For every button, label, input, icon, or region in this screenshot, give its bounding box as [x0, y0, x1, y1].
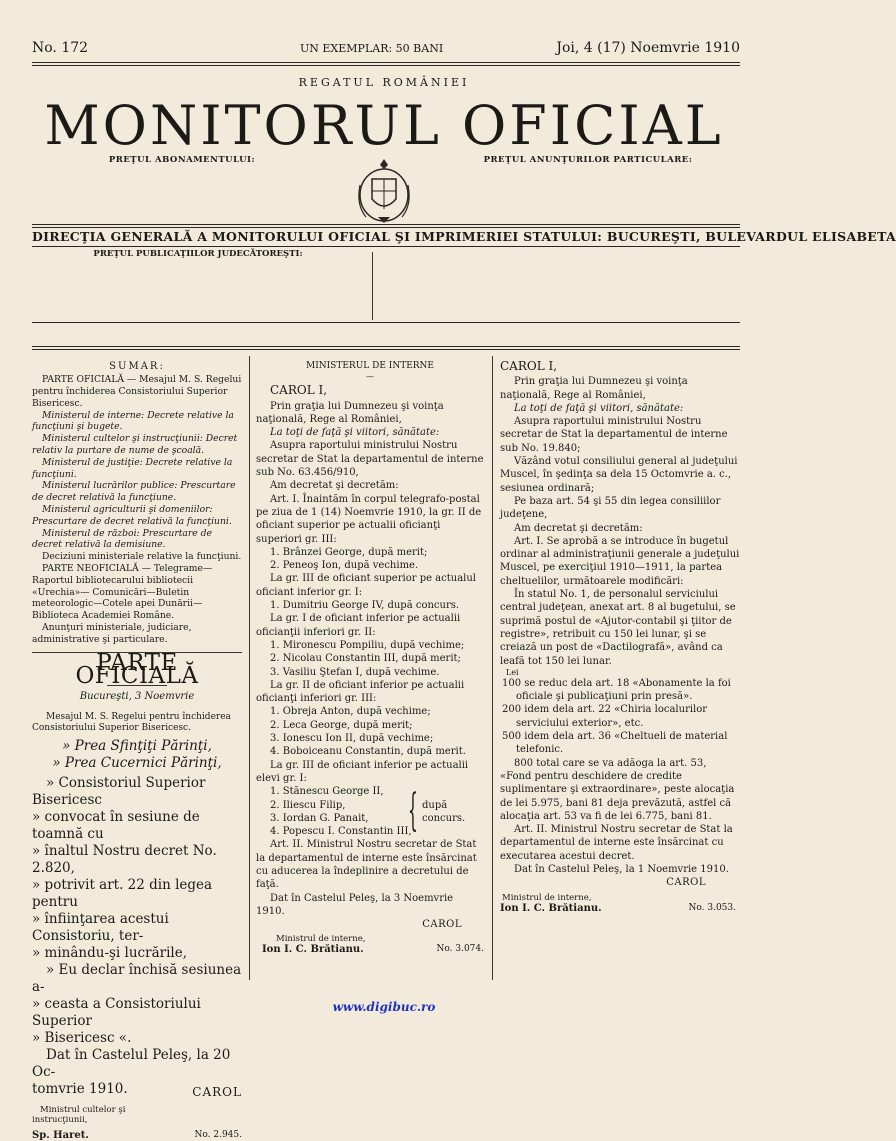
grade-paragraph: La gr. II de oficiant inferior pe actualii oficianţi inferiori gr. III: — [256, 679, 465, 705]
list-item: 4. Boboiceanu Constantin, după merit. — [270, 746, 466, 758]
directia-line: DIRECŢIA GENERALĂ A MONITORULUI OFICIAL ŞI IMPRIMERIEI STATULUI: BUCUREŞTI, BULEVARDUL ELISABETA — [32, 229, 896, 244]
decree-number: No. 2.945. — [194, 1129, 242, 1140]
column-1 — [32, 360, 242, 1141]
brace-icon: { — [408, 785, 418, 837]
carol-signature: CAROL — [666, 877, 706, 889]
message-line: » potrivit art. 22 din legea pentru — [32, 876, 213, 910]
ads-price-block — [436, 156, 740, 167]
lei-label: Lei — [506, 667, 519, 677]
judicial-publication-heading: PREŢUL PUBLICAŢIILOR JUDECĂTOREŞTI: — [93, 249, 303, 259]
sumar-item: Ministerul cultelor şi instrucţiunii: Decret relativ la purtare de nume de şcoală. — [32, 433, 238, 457]
sumar-title: SUMAR: — [109, 361, 165, 372]
message-line: » Consistoriul Superior Bisericesc — [32, 774, 206, 808]
subscription-price-block — [32, 156, 332, 167]
sumar-item: Ministerul lucrărilor publice: Prescurtare de decret relativă la funcţiune. — [32, 480, 236, 504]
dat-line: tomvrie 1910. — [32, 1080, 128, 1097]
issue-date: Joi, 4 (17) Noemvrie 1910 — [556, 40, 740, 56]
greeting: La toţi de faţă şi viitori, sănătate: — [270, 427, 440, 439]
salutation-1: » Prea Sfinţiţi Părinţi, — [62, 737, 212, 754]
list-item: 1. Dumitriu George IV, după concurs. — [270, 600, 460, 612]
message-line: » ceasta a Consistoriului Superior — [32, 995, 201, 1029]
greeting: La toţi de faţă şi viitori, sănătate: — [514, 402, 684, 414]
decree-formula: Am decretat şi decretăm: — [270, 480, 399, 492]
place-date: Bucureşti, 3 Noemvrie — [79, 691, 195, 703]
footer-url[interactable]: www.digibuc.ro — [332, 1000, 436, 1014]
sumar-item: Ministerul de justiţie: Decrete relative la funcţiuni. — [32, 456, 233, 480]
carol-signature: CAROL — [422, 919, 462, 931]
column-2 — [256, 360, 484, 955]
dupa-label: după — [422, 800, 448, 812]
list-item: 3. Vasiliu Ştefan I, după vechime. — [270, 666, 440, 678]
dat-line: Dat în Castelul Peleş, la 20 Oc- — [32, 1046, 231, 1080]
coat-of-arms-icon — [352, 155, 416, 225]
minister-block — [500, 893, 740, 914]
article-2: Art. II. Ministrul Nostru secretar de Stat la departamentul de interne este însărcinat cu aducerea la îndeplinire a decretului de faţă. — [256, 839, 477, 891]
directia-top-rule — [32, 224, 740, 228]
pe-baza-paragraph: Pe baza art. 54 şi 55 din legea consiliilor judeţene, — [500, 495, 721, 521]
list-item: 3. Iordan G. Panait, — [270, 812, 369, 824]
decree-formula: Am decretat şi decretăm: — [514, 522, 643, 534]
masthead-top-line — [32, 40, 740, 60]
list-item: 3. Ionescu Ion II, după vechime; — [270, 733, 434, 745]
subscription-price-heading: PREŢUL ABONAMENTULUI: — [108, 155, 256, 165]
message-line: » înaltul Nostru decret No. 2.820, — [32, 842, 217, 876]
carol-heading: CAROL I, — [500, 359, 558, 373]
grade-paragraph: La gr. III de oficiant inferior pe actualii elevi gr. I: — [256, 759, 469, 784]
dat-line: Dat în Castelul Peleş, la 1 Noemvrie 1910. — [514, 863, 729, 875]
issue-number: No. 172 — [32, 40, 89, 56]
modification-item: 100 se reduc dela art. 18 «Abonamente la foi oficiale şi publicaţiuni prin presă». — [502, 677, 731, 703]
message-line: » Bisericesc «. — [32, 1029, 132, 1046]
ministry-heading: MINISTERUL DE INTERNE — [305, 361, 434, 371]
grade-paragraph: La gr. I de oficiant inferior pe actualii oficianţii inferiori gr. II: — [256, 613, 461, 638]
sumar-item: PARTE NEOFICIALĂ — Telegrame— Raportul bibliotecarului bibliotecii «Urechia»— Comunicări—Buletin meteorologic—Cotele apei Dunării—Biblioteca Academiei Române. — [32, 563, 213, 622]
grace-formula: Prin graţia lui Dumnezeu şi voinţa naţională, Rege al României, — [500, 376, 688, 401]
list-item: 2. Iliescu Filip, — [270, 799, 346, 811]
dash-separator: — — [366, 372, 374, 382]
asupra-paragraph: Asupra raportului ministrului Nostru secretar de Stat la departamentul de interne sub No. 19.840; — [500, 416, 728, 454]
sumar-section — [32, 360, 242, 646]
message-line: » înfiinţarea acestui Consistoriu, ter- — [32, 910, 169, 944]
decree-number: No. 3.074. — [436, 944, 484, 955]
decree-number: No. 3.053. — [688, 902, 736, 913]
list-item: 1. Obreja Anton, după vechime; — [270, 706, 431, 718]
sumar-item: Deciziuni ministeriale relative la funcţiuni. — [42, 551, 242, 563]
newspaper-title: MONITORUL OFICIAL — [44, 94, 724, 157]
sumar-item: Ministerul de război: Prescurtare de decret relativă la demisiune. — [32, 527, 212, 551]
directia-bottom-rule — [32, 246, 740, 247]
minister-title: Ministrul de interne, — [502, 892, 592, 903]
minister-title: Ministrul cultelor şi — [40, 1104, 126, 1115]
minister-name: Sp. Haret. — [32, 1129, 89, 1141]
column-divider-1 — [249, 356, 250, 980]
list-item: 1. Stănescu George II, — [270, 786, 384, 798]
list-item: 4. Popescu I. Constantin III, — [270, 826, 412, 838]
minister-block — [32, 1105, 242, 1141]
asupra-paragraph: Asupra raportului ministrului Nostru secretar de Stat la departamentul de interne sub No. 63.456/910, — [256, 440, 484, 479]
salutation-2: » Prea Cucernici Părinţi, — [52, 754, 222, 771]
statul-paragraph: În statul No. 1, de personalul serviciului central judeţean, anexat art. 8 al bugetului, se suprimă postul de «Ajutor-contabil şi ţiitor de registre», retribuit cu 150 lei lunar, şi se creiază un post de «Dactilografă», având ca leafă tot 150 lei lunar. — [500, 589, 736, 667]
column-3 — [500, 360, 740, 914]
sumar-item: Ministerul agriculturii şi domeniilor: Prescurtare de decret relativă la funcţiuni. — [32, 504, 232, 527]
vazand-paragraph: Văzând votul consiliului general al judeţului Muscel, în şedinţa sa dela 15 Octomvrie a. c., sesiunea ordinară; — [500, 456, 738, 494]
top-rule — [32, 62, 740, 66]
sumar-item: Anunţuri ministeriale, judiciare, administrative şi particulare. — [32, 622, 192, 645]
message-intro: Mesajul M. S. Regelui pentru închiderea Consistoriului Superior Bisericesc. — [32, 711, 231, 733]
parte-oficiala-heading: PARTE OFICIALĂ — [75, 649, 199, 689]
article-1: Art. I. Înaintăm în corpul telegrafo-postal pe ziua de 1 (14) Noemvrie 1910, la gr. II de oficiant superior pe actualii oficianţi superiori gr. III: — [256, 493, 482, 545]
message-line: » convocat în sesiune de toamnă cu — [32, 808, 200, 842]
carol-heading: CAROL I, — [270, 383, 328, 398]
modification-item: 200 idem dela art. 22 «Chiria localurilor serviciului exterior», etc. — [502, 704, 708, 729]
list-item: 2. Peneoş Ion, după vechime. — [270, 560, 419, 572]
ads-price-heading: PREŢUL ANUNŢURILOR PARTICULARE: — [483, 155, 693, 165]
minister-title: Ministrul de interne, — [276, 934, 366, 945]
content-top-rule — [32, 346, 740, 350]
sumar-item: PARTE OFICIALĂ — Mesajul M. S. Regelui pentru închiderea Consistoriului Superior Bisericesc. — [32, 374, 242, 409]
modification-item: 500 idem dela art. 36 «Cheltueli de material telefonic. — [502, 731, 728, 756]
carol-signature: CAROL — [192, 1084, 242, 1099]
sumar-item: Ministerul de interne: Decrete relative la funcţiuni şi bugete. — [32, 409, 234, 433]
minister-name: Ion I. C. Brătianu. — [262, 944, 364, 956]
article-1: Art. I. Se aprobă a se introduce în bugetul ordinar al administraţiunii generale a judeţului Muscel, pe exerciţiul 1910—1911, la partea cheltuelilor, următoarele modificări: — [500, 535, 740, 587]
list-item: 2. Leca George, după merit; — [270, 719, 413, 731]
list-item: 2. Nicolau Constantin III, după merit; — [270, 653, 461, 665]
modification-total: 800 total care se va adăoga la art. 53, «Fond pentru deschidere de credite suplimentare şi extraordinare», peste alocaţia de lei 5.975, bani 81 deja prevăzută, astfel că alocaţia art. 53 va fi de lei 6.775, bani 81. — [500, 757, 735, 822]
minister-title-2: instrucţiunii, — [32, 1114, 88, 1125]
message-line: » minându-şi lucrările, — [32, 944, 187, 961]
judicial-publication-prices — [32, 250, 364, 261]
kingdom-label: REGATUL ROMÂNIEI — [298, 76, 470, 89]
concurs-label: concurs. — [422, 813, 466, 825]
grace-formula: Prin graţia lui Dumnezeu şi voinţa naţională, Rege al României, — [256, 400, 444, 425]
column-divider-2 — [492, 356, 493, 980]
list-item: 1. Mironescu Pompiliu, după vechime; — [270, 639, 465, 651]
list-item: 1. Brânzei George, după merit; — [270, 546, 428, 558]
header-divider — [372, 252, 373, 320]
message-line: » Eu declar închisă sesiunea a- — [32, 961, 242, 995]
minister-name: Ion I. C. Brătianu. — [500, 902, 602, 914]
dat-line: Dat în Castelul Peleş, la 3 Noemvrie 1910. — [256, 892, 454, 917]
bracketed-list — [256, 785, 484, 838]
grade-paragraph: La gr. III de oficiant superior pe actualul oficiant inferior gr. I: — [256, 573, 477, 598]
minister-block — [256, 934, 484, 955]
message-body — [32, 775, 242, 1101]
note-rule — [32, 322, 740, 323]
article-2: Art. II. Ministrul Nostru secretar de Stat la departamentul de interne este însărcinat cu executarea acestui decret. — [500, 824, 733, 862]
exemplar-price: UN EXEMPLAR: 50 BANI — [300, 42, 444, 55]
